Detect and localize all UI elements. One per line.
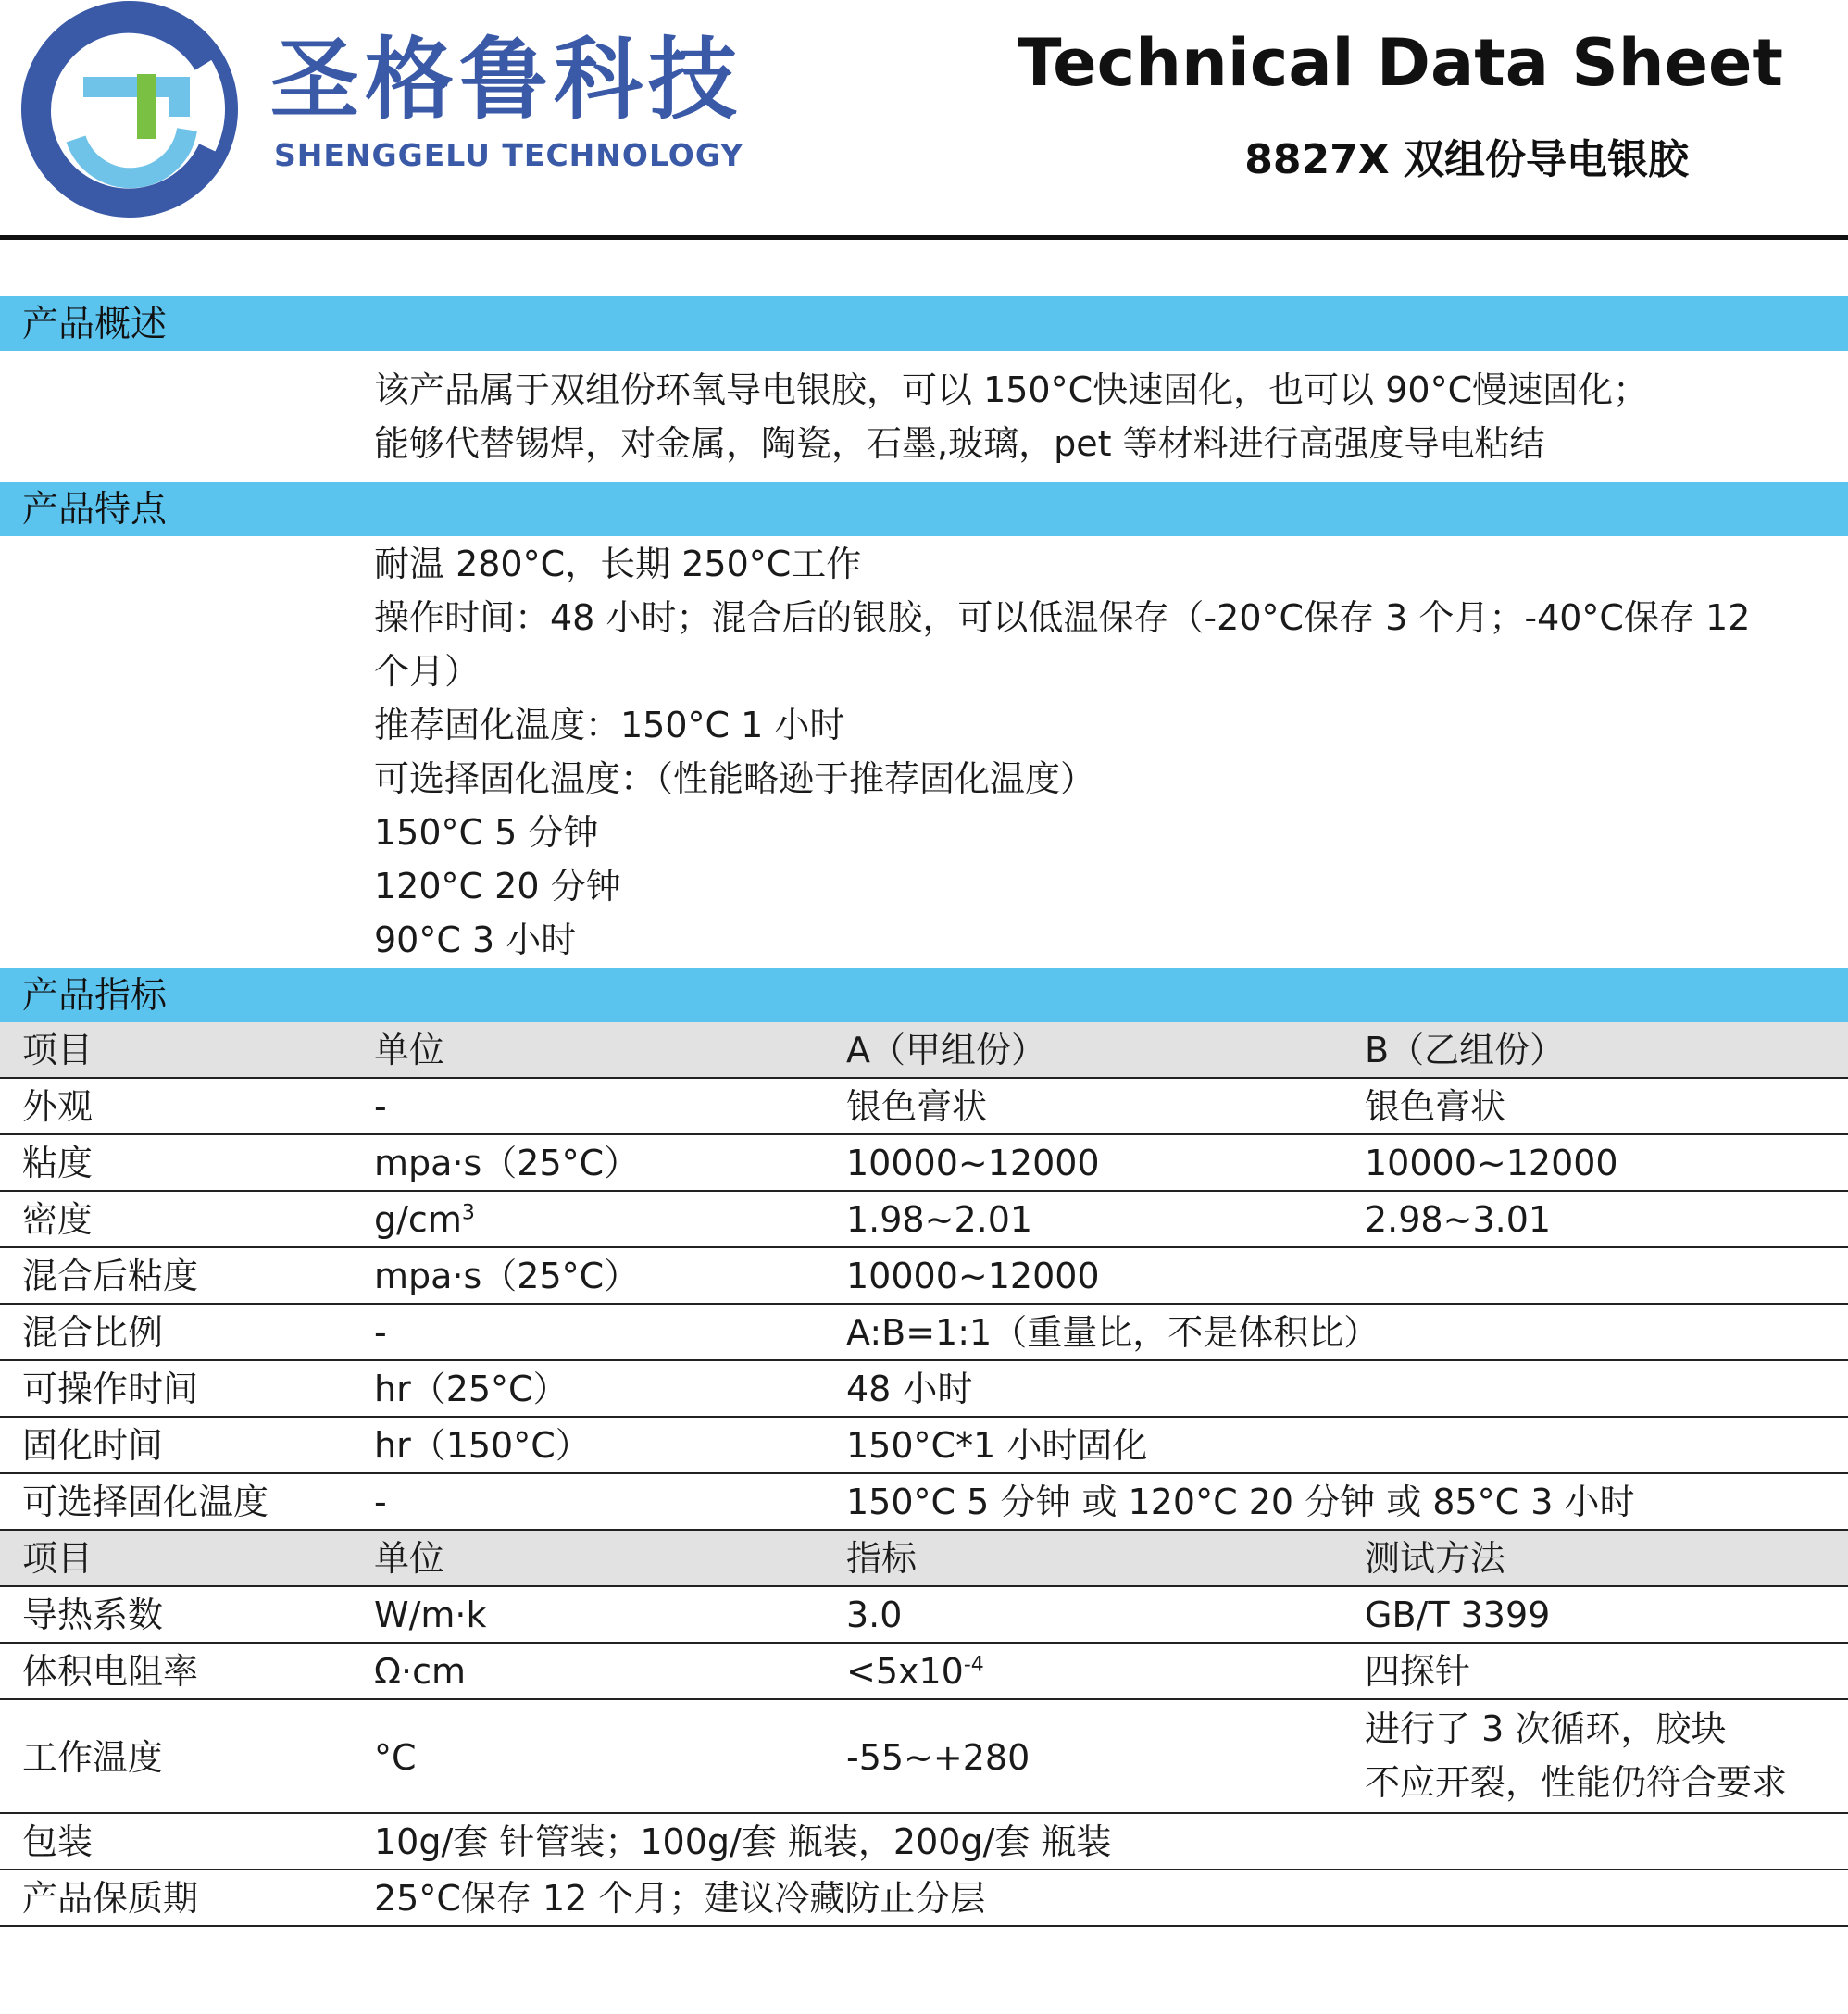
document-subtitle: 8827X 双组份导电银胶 — [1244, 136, 1689, 183]
cell-item: 固化时间 — [22, 1425, 164, 1466]
cell-unit: °C — [374, 1737, 417, 1778]
section-header-overview — [0, 296, 1848, 351]
cell-packaging: 10g/套 针管装；100g/套 瓶装，200g/套 瓶装 — [374, 1821, 1112, 1862]
feature-line: 90°C 3 小时 — [374, 919, 577, 960]
cell-a: 10000~12000 — [846, 1256, 1100, 1296]
table-row — [0, 1361, 1848, 1418]
cell-b: 10000~12000 — [1365, 1143, 1618, 1183]
cell-unit: - — [374, 1482, 387, 1522]
document-title: Technical Data Sheet — [1017, 25, 1783, 101]
table-row — [0, 1418, 1848, 1474]
company-logo-icon — [19, 0, 241, 222]
unit-superscript: 3 — [461, 1201, 475, 1225]
cell-item: 粘度 — [22, 1143, 94, 1183]
table-row — [0, 1192, 1848, 1248]
cell-method: GB/T 3399 — [1365, 1595, 1551, 1635]
feature-line: 可选择固化温度：（性能略逊于推荐固化温度） — [374, 758, 1096, 799]
overview-line: 能够代替锡焊，对金属，陶瓷，石墨,玻璃，pet 等材料进行高强度导电粘结 — [374, 423, 1545, 464]
cell-a: 银色膏状 — [846, 1086, 988, 1127]
table-row — [0, 1587, 1848, 1644]
brand-name-en: SHENGGELU TECHNOLOGY — [274, 137, 744, 173]
cell-a: 150°C*1 小时固化 — [846, 1425, 1148, 1466]
cell-a: 10000~12000 — [846, 1143, 1100, 1183]
cell-b: 2.98~3.01 — [1365, 1199, 1552, 1240]
section-title: 产品概述 — [22, 304, 168, 345]
table-row — [0, 1644, 1848, 1700]
column-header: B（乙组份） — [1365, 1030, 1566, 1070]
cell-value: 3.0 — [846, 1595, 903, 1635]
column-header: 测试方法 — [1365, 1538, 1506, 1579]
cell-item: 混合后粘度 — [22, 1256, 199, 1296]
cell-unit: W/m·k — [374, 1595, 487, 1635]
cell-method — [1365, 1702, 1787, 1809]
table-header-row — [0, 1022, 1848, 1079]
value-text: <5x10 — [846, 1651, 964, 1692]
table-row — [0, 1474, 1848, 1531]
table-row — [0, 1305, 1848, 1361]
cell-item: 密度 — [22, 1199, 94, 1240]
table-row — [0, 1700, 1848, 1814]
cell-value — [846, 1653, 984, 1692]
cell-item: 可操作时间 — [22, 1369, 199, 1409]
table-row — [0, 1135, 1848, 1192]
unit-text: g/cm — [374, 1199, 462, 1240]
cell-item: 产品保质期 — [22, 1878, 199, 1919]
cell-unit: - — [374, 1312, 387, 1353]
cell-a: 150°C 5 分钟 或 120°C 20 分钟 或 85°C 3 小时 — [846, 1482, 1635, 1522]
column-header: 指标 — [846, 1538, 918, 1579]
cell-item: 体积电阻率 — [22, 1651, 199, 1692]
section-header-features — [0, 482, 1848, 536]
cell-a: A:B=1:1（重量比，不是体积比） — [846, 1312, 1380, 1353]
header-divider — [0, 235, 1848, 240]
cell-item: 混合比例 — [22, 1312, 164, 1353]
cell-unit: mpa·s（25°C） — [374, 1143, 640, 1183]
section-title: 产品指标 — [22, 975, 168, 1017]
overview-line: 该产品属于双组份环氧导电银胶，可以 150°C快速固化，也可以 90°C慢速固化； — [374, 369, 1649, 410]
cell-item: 工作温度 — [22, 1737, 164, 1778]
column-header: 项目 — [22, 1538, 94, 1579]
table-row — [0, 1870, 1848, 1927]
method-line: 进行了 3 次循环，胶块 — [1365, 1708, 1727, 1749]
cell-unit: mpa·s（25°C） — [374, 1256, 640, 1296]
column-header: 单位 — [374, 1030, 445, 1070]
features-text — [374, 537, 1750, 967]
column-header: A（甲组份） — [846, 1030, 1046, 1070]
cell-a: 1.98~2.01 — [846, 1199, 1033, 1240]
feature-line: 推荐固化温度：150°C 1 小时 — [374, 705, 845, 745]
cell-unit: Ω·cm — [374, 1651, 467, 1692]
cell-item: 可选择固化温度 — [22, 1482, 269, 1522]
brand-name-cn: 圣格鲁科技 — [270, 28, 743, 131]
method-line: 不应开裂，性能仍符合要求 — [1365, 1762, 1788, 1803]
column-header: 项目 — [22, 1030, 94, 1070]
overview-text — [374, 363, 1648, 470]
cell-b: 银色膏状 — [1365, 1086, 1506, 1127]
feature-line: 操作时间：48 小时；混合后的银胶，可以低温保存（-20°C保存 3 个月；-40°C保存 12 — [374, 597, 1751, 638]
cell-unit: hr（150°C） — [374, 1425, 591, 1466]
cell-a: 48 小时 — [846, 1369, 973, 1409]
cell-item: 导热系数 — [22, 1595, 164, 1635]
table-row — [0, 1079, 1848, 1135]
cell-shelf-life: 25°C保存 12 个月；建议冷藏防止分层 — [374, 1878, 986, 1919]
section-header-specs — [0, 968, 1848, 1022]
cell-method: 四探针 — [1365, 1651, 1471, 1692]
cell-item: 包装 — [22, 1821, 94, 1862]
feature-line: 120°C 20 分钟 — [374, 866, 621, 907]
column-header: 单位 — [374, 1538, 445, 1579]
feature-line: 个月） — [374, 651, 481, 692]
feature-line: 150°C 5 分钟 — [374, 812, 599, 853]
section-title: 产品特点 — [22, 489, 168, 531]
value-superscript: -4 — [963, 1653, 984, 1677]
feature-line: 耐温 280°C，长期 250°C工作 — [374, 544, 862, 584]
cell-unit — [374, 1201, 475, 1240]
cell-value: -55~+280 — [846, 1737, 1030, 1778]
table-row — [0, 1814, 1848, 1870]
table-row — [0, 1248, 1848, 1305]
cell-unit: hr（25°C） — [374, 1369, 568, 1409]
cell-item: 外观 — [22, 1086, 94, 1127]
table-header-row — [0, 1531, 1848, 1587]
cell-unit: - — [374, 1086, 387, 1127]
